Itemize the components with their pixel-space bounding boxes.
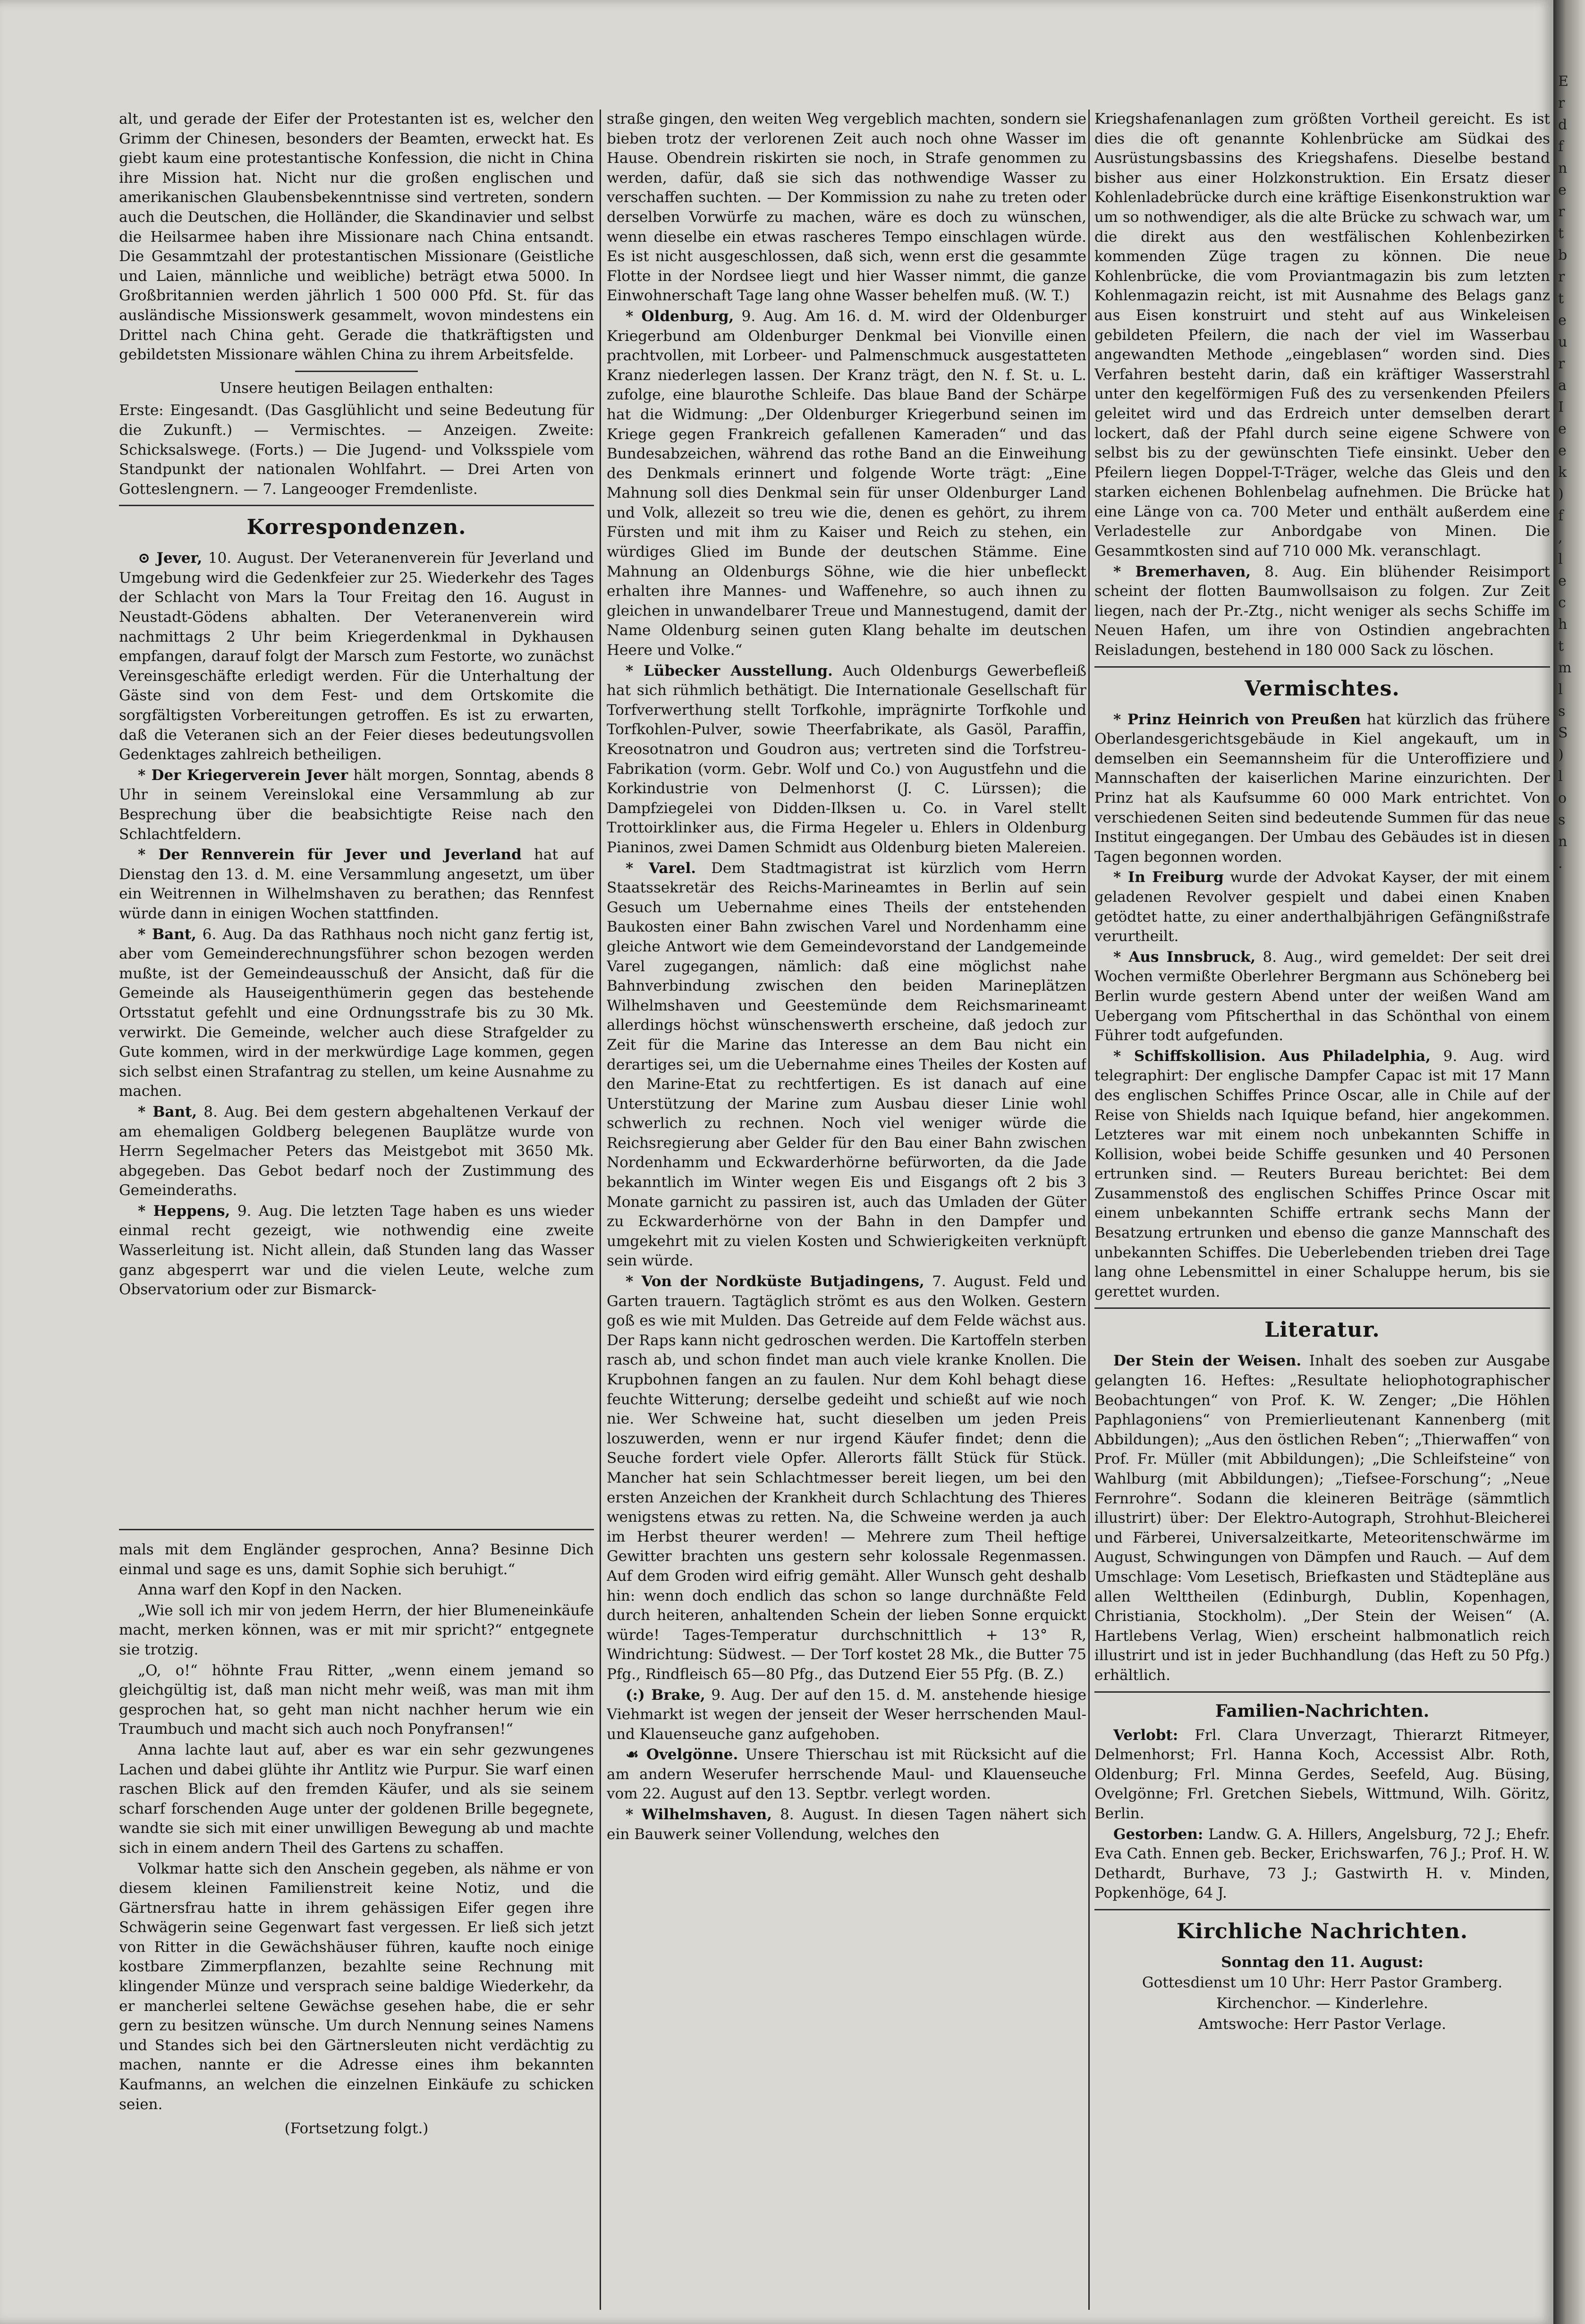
news-item-lead: * Bant, (138, 1103, 197, 1120)
news-item-text: 9. Aug. wird telegraphirt: Der englische Dampfer Capac ist mit 17 Mann des englischen Schiffes Prince Oscar, alle in Chile auf der Reise von Shields nach Iquique befand, hier angekommen. Letzteres war mit einem noch unbekannten Schiffe in Kollision, wobei beide Schiffe gesunken und 40 Personen ertrunken sind. — Reuters Bureau berichtet: Bei dem Zusammenstoß des englischen Schiffes Prince Oscar mit einem unbekannten Schiffe ertrank sechs Mann der Besatzung ertrunken und ebenso die ganze Mannschaft des unbekannten Schiffes. Die Ueberlebenden trieben drei Tage lang ohne Lebensmittel in einer Schaluppe herum, bis sie gerettet wurden. (1094, 1047, 1550, 1300)
news-item-text: Dem Stadtmagistrat ist kürzlich vom Herrn Staatssekretär des Reichs-Marineamtes in Berlin auf sein Gesuch um Uebernahme eines Theils der entstehenden Baukosten einer Bahn zwischen Varel und Nordenhamm eine gleiche Antwort wie dem Gemeindevorstand der Landgemeinde Varel zugegangen, nämlich: daß eine möglichst nahe Bahnverbindung zwischen den beiden Marineplätzen Wilhelmshaven und Geestemünde dem Reichsmarineamt allerdings höchst wünschenswerth erscheine, daß jedoch zur Zeit für die Marine das Interesse an dem Bau nicht ein derartiges sei, um die Uebernahme eines Theiles der Kosten auf den Marine-Etat zu rechtfertigen. Es ist danach auf eine Unterstützung der Marine zum Ausbau dieser Linie wohl schwerlich zu rechnen. Noch viel weniger würde die Reichsregierung aber Gelder für den Bau einer Bahn zwischen Nordenhamm und Eckwarderhörne befürworten, da die Jade bekanntlich im Winter wegen Eis und Eisgangs oft 2 bis 3 Monate garnicht zu passiren ist, auch das Umladen der Güter zu Eckwarderhörne von der Bahn in den Dampfer und umgekehrt mit zu vielen Kosten und Schwierigkeiten verknüpft sein würde. (607, 859, 1086, 1270)
divider (1094, 1909, 1550, 1910)
adjacent-page-text: E r d f n e r t b r t e u r a I e e k ) f , l e c h t m l s S ) l o s n . (1558, 73, 1572, 872)
supplements-note (119, 379, 594, 500)
news-item-lead: * Von der Nordküste Butjadingens, (626, 1273, 924, 1290)
news-item (1094, 868, 1550, 946)
divider (295, 371, 418, 372)
news-item (607, 1686, 1086, 1745)
news-item (607, 1745, 1086, 1804)
news-item-lead: Der Stein der Weisen. (1113, 1352, 1302, 1370)
news-item-lead: * Schiffskollision. Aus Philadelphia, (1113, 1047, 1431, 1065)
supplements-text: Erste: Eingesandt. (Das Gasglühlicht und seine Bedeutung für die Zukunft.) — Vermischtes. — Anzeigen. Zweite: Schicksalswege. (Forts.) — Die Jugend- und Volksspiele vom Standpunkt der nationalen Wohlfahrt. — Drei Arten von Gotteslengnern. — 7. Langeooger Fremdenliste. (119, 402, 594, 498)
divider (1094, 1307, 1550, 1309)
news-item-lead: * Oldenburg, (626, 307, 734, 325)
church-line: Amtswoche: Herr Pastor Verlage. (1198, 2015, 1446, 2033)
news-item-lead: ⊙ Jever, (138, 550, 203, 567)
news-item (119, 845, 594, 924)
news-item-lead: ☙ Ovelgönne. (626, 1746, 738, 1764)
news-item-lead: * Bant, (138, 925, 196, 943)
news-item (607, 859, 1086, 1271)
news-item-text: wurde der Advokat Kayser, der mit einem geladenen Revolver gespielt und dabei einen Knaben getödtet hatte, zu einer anderthalbjährigen Gefängnißstrafe verurtheilt. (1094, 869, 1550, 945)
church-line: Gottesdienst um 10 Uhr: Herr Pastor Gramberg. (1142, 1974, 1503, 1992)
news-item (607, 1805, 1086, 1844)
family-entry-lead: Gestorben: (1113, 1825, 1204, 1843)
news-item-text: 9. Aug. Am 16. d. M. wird der Oldenburger Kriegerbund am Oldenburger Denkmal bei Vionville einen prachtvollen, mit Lorbeer- und Palmenschmuck ausgestatteten Kranz niederlegen lassen. Der Kranz trägt, den N. f. St. u. L. zufolge, eine blaurothe Schleife. Das blaue Band der Schärpe hat die Widmung: „Der Oldenburger Kriegerbund seinen im Kriege gegen Frankreich gefallenen Kameraden“ und das Bundesabzeichen, während das rothe Band an die Einweihung des Denkmals erinnert und folgende Worte trägt: „Eine Mahnung soll dies Denkmal sein für unser Oldenburger Land und Volk, allezeit so treu wie die, denen es gehört, zu ihrem Fürsten und mit ihm zu Kaiser und Reich zu stehen, ein würdiges Glied im Bunde der deutschen Stämme. Eine Mahnung an Oldenburgs Söhne, wie die hier unbefleckt erhalten ihre Mannes- und Waffenehre, so auch ihnen zu gleichen in unwandelbarer Treue und Mannestugend, damit der Name Oldenburg seinen guten Klang behalte im deutschen Heere und Volke.“ (607, 307, 1086, 659)
news-item-text: hat auf Dienstag den 13. d. M. eine Versammlung angesetzt, um über ein Weitrennen in Wilhelmshaven zu berathen; das Rennfest würde dann in einigen Wochen stattfinden. (119, 846, 594, 922)
news-item-lead: * Lübecker Ausstellung. (626, 662, 833, 679)
news-item (1094, 710, 1550, 867)
news-item (119, 1202, 594, 1300)
news-item-lead: * Heppens, (138, 1202, 230, 1220)
section-heading-family: Familien-Nachrichten. (1215, 1701, 1430, 1721)
news-item-text: Unsere Thierschau ist mit Rücksicht auf die am andern Weserufer herrschende Maul- und Klauenseuche vom 22. August auf den 13. Septbr. verlegt worden. (607, 1746, 1086, 1803)
section-heading-literature: Literatur. (1264, 1318, 1380, 1342)
family-entry (1094, 1825, 1550, 1903)
column-2-news (607, 110, 1086, 2310)
story-paragraph: „O, o!“ höhnte Frau Ritter, „wenn einem jemand so gleichgültig ist, daß man nicht mehr weiß, was man mit ihm gesprochen hat, so geht man nicht nachher herum wie ein Traumbuch und macht sich auch noch Ponyfransen!“ (119, 1662, 594, 1738)
section-heading-miscellaneous: Vermischtes. (1245, 676, 1400, 701)
news-item-text: Kriegshafenanlagen zum größten Vortheil gereicht. Es ist dies die oft genannte Kohlenbrücke am Südkai des Ausrüstungsbassins des Kriegshafens. Dieselbe bestand bisher aus einer Holzkonstruktion. Ein Ersatz dieser Kohlenladebrücke durch eine kräftige Eisenkonstruktion war um so nothwendiger, als die alte Brücke zu schwach war, um die direkt aus den westfälischen Kohlenbezirken kommenden Züge tragen zu können. Die neue Kohlenbrücke, die vom Proviantmagazin bis zum letzten Kohlenmagazin reicht, ist mit Ausnahme des Belags ganz aus Eisen konstruirt und steht auf aus Winkeleisen gebildeten Pfeilern, die nach der viel im Wasserbau angewandten Methode „eingeblasen“ worden sind. Dies Verfahren besteht darin, daß ein kräftiger Wasserstrahl unter den kegelförmigen Fuß des zu versenkenden Pfeilers geleitet wird und das Erdreich unter demselben derart lockert, daß der Pfahl durch seine eigene Schwere von selbst bis zu der gewünschten Tiefe einsinkt. Ueber den Pfeilern liegen Doppel-T-Träger, welche das Gleis und den starken eichenen Bohlenbelag aufnehmen. Die Brücke hat eine Länge von ca. 700 Meter und enthält außerdem eine Verladestelle zur Anbordgabe von Minen. Die Gesammtkosten sind auf 710 000 Mk. veranschlagt. (1094, 110, 1550, 560)
news-item (1094, 562, 1550, 661)
news-item-lead: * Bremerhaven, (1113, 563, 1251, 580)
news-item-lead: * In Freiburg (1113, 869, 1224, 886)
news-item-text: 9. Aug. Die letzten Tage haben es uns wieder einmal recht gezeigt, wie nothwendig eine zweite Wasserleitung ist. Nicht allein, daß Stunden lang das Wasser ganz abgesperrt war und die vielen Leute, welche zum Observatorium oder zur Bismarck- (119, 1202, 594, 1298)
news-item-text: 8. Aug., wird gemeldet: Der seit drei Wochen vermißte Oberlehrer Bergmann aus Schöneberg bei Berlin wurde gestern Abend unter der weißen Wand am Uebergang vom Pfitscherthal in das Schönthal von einem Führer todt aufgefunden. (1094, 948, 1550, 1044)
news-item-text: 9. Aug. Der auf den 15. d. M. anstehende hiesige Viehmarkt ist wegen der jenseit der Weser herrschenden Maul- und Klauenseuche ganz aufgehoben. (607, 1686, 1086, 1743)
church-line: Kirchenchor. — Kinderlehre. (1216, 1995, 1428, 2012)
news-item-text: Auch Oldenburgs Gewerbefleiß hat sich rühmlich bethätigt. Die Internationale Gesellschaft für Torfverwerthung stellt Torfkohle, imprägnirte Torfkohle und Torfkohlen-Pulver, sowie Theerfabrikate, als Gasöl, Paraffin, Kreosotnatron und Goudron aus; vertreten sind die Torfstreu-Fabrikation (vorm. Gebr. Wolf und Co.) von Augustfehn und die Korkindustrie von Delmenhorst (J. C. Lürssen); die Dampfziegelei von Didden-Ilksen u. Co. in Varel stellt Trottoirklinker aus, die Firma Hegeler u. Ehlers in Oldenburg Pianinos, zwei Damen Schmidt aus Oldenburg bieten Malereien. (607, 662, 1086, 856)
news-item (119, 1103, 594, 1201)
family-entry-text: Landw. G. A. Hillers, Angelsburg, 72 J.; Ehefr. Eva Cath. Ennen geb. Becker, Erichswarfen, 76 J.; Prof. H. W. Dethardt, Burhave, 73 J.; Gastwirth H. v. Minden, Popkenhöge, 64 J. (1094, 1825, 1550, 1902)
column-rule-right (1088, 110, 1090, 2310)
story-paragraph: Anna warf den Kopf in den Nacken. (138, 1581, 402, 1599)
news-item (1094, 110, 1550, 561)
column-3-news (1094, 110, 1550, 2310)
news-item (119, 766, 594, 844)
news-item-text: straße gingen, den weiten Weg vergeblich machten, sondern sie bieben trotz der verlorenen Zeit auch noch ohne Wasser im Hause. Obendrein riskirten sie noch, in Strafe genommen zu werden, dafür, daß sie sich das nothwendige Wasser zu verschaffen suchten. — Der Kommission zu nahe zu treten oder derselben Vorwürfe zu machen, wäre es doch zu wünschen, wenn dieselbe ein etwas rascheres Tempo einschlagen würde. Es ist nicht ausgeschlossen, daß sich, wenn erst die gesammte Flotte in der Nordsee liegt und hier Wasser nimmt, die ganze Einwohnerschaft Tage lang ohne Wasser behelfen muß. (W. T.) (607, 110, 1086, 305)
news-item-lead: * Der Kriegerverein Jever (138, 766, 348, 784)
divider (1094, 666, 1550, 668)
family-entry-text: Frl. Clara Unverzagt, Thierarzt Ritmeyer, Delmenhorst; Frl. Hanna Koch, Accessist Albr. Roth, Oldenburg; Frl. Minna Gerdes, Seefeld, Aug. Büsing, Ovelgönne; Frl. Gretchen Siebels, Wittmund, Wilh. Göritz, Berlin. (1094, 1726, 1550, 1822)
news-item (1094, 1351, 1550, 1685)
news-item-text: 10. August. Der Veteranenverein für Jeverland und Umgebung wird die Gedenkfeier zur 25. Wiederkehr des Tages der Schlacht von Mars la Tour Freitag den 16. August in Neustadt-Gödens abhalten. Der Veteranenverein wird nachmittags 2 Uhr beim Kriegerdenkmal in Dykhausen empfangen, darauf folgt der Marsch zum Festorte, wo zunächst Vereinsgeschäfte erledigt werden. Für die Unterhaltung der Gäste sind von dem Fest- und dem Ortskomite die sorgfältigsten Vorbereitungen getroffen. Es ist zu erwarten, daß die Veteranen sich an der Feier dieses bedeutungsvollen Gedenktages zahlreich betheiligen. (119, 550, 594, 763)
news-item-lead: * Der Rennverein für Jever und Jeverland (138, 846, 522, 864)
story-paragraph: Volkmar hatte sich den Anschein gegeben, als nähme er von diesem kleinen Familienstreit keine Notiz, und die Gärtnersfrau hatte in ihrem gehässigen Eifer gegen ihre Schwägerin seine Gegenwart fast vergessen. Er ließ sich jetzt von Ritter in die Gewächshäuser führen, kaufte noch einige kostbare Zimmerpflanzen, bezahlte seine Rechnung mit klingender Münze und versprach seine baldige Wiederkehr, da er mancherlei seltene Gewächse gesehen habe, die er sehr gern zu besitzen wünsche. Um durch Nennung seines Namens und Standes sich bei den Gärtnersleuten nicht verdächtig zu machen, nannte er die Adresse eines ihm bekannten Kaufmanns, an welchen die einzelnen Einkäufe zu schicken seien. (119, 1860, 594, 2113)
supplements-title: Unsere heutigen Beilagen enthalten: (220, 379, 493, 397)
story-paragraph: Anna lachte laut auf, aber es war ein sehr gezwungenes Lachen und dabei glühte ihr Antlitz wie Purpur. Sie warf einen raschen Blick auf den fremden Käufer, und als sie seinem scharf forschenden Auge unter der goldenen Brille begegnete, wandte sie sich mit einer unwilligen Bewegung ab und machte sich in einem andern Theil des Gartens zu schaffen. (119, 1741, 594, 1857)
story-paragraph: mals mit dem Engländer gesprochen, Anna? Besinne Dich einmal und sage es uns, damit Sophie sich beruhigt.“ (119, 1541, 594, 1578)
family-entry (1094, 1726, 1550, 1824)
church-date: Sonntag den 11. August: (1221, 1953, 1424, 1971)
news-item-text: 7. August. Feld und Garten trauern. Tagtäglich strömt es aus den Wolken. Gestern goß es wie mit Mulden. Das Getreide auf dem Felde wächst aus. Der Raps kann nicht gedroschen werden. Die Kartoffeln sterben rasch ab, und schon findet man auch viele kranke Knollen. Die Krupbohnen fangen an zu faulen. Nur dem Kohl behagt diese feuchte Witterung; derselbe gedeiht und schießt auf wie noch nie. Wer Schweine hat, sucht dieselben um jeden Preis loszuwerden, wenn er nur irgend Käufer findet; denn die Seuche fordert viele Opfer. Allerorts fällt Stück für Stück. Mancher hat sein Schlachtmesser bereit liegen, um bei den ersten Anzeichen der Krankheit durch Schlachtung des Thieres wenigstens etwas zu retten. Na, die Schweine werden ja auch im Herbst theurer werden! — Mehrere zum Theil heftige Gewitter brachten uns gestern sehr kolossale Regenmassen. Auf dem Groden wird eifrig gemäht. Aller Wunsch geht deshalb hin: wenn doch endlich das schon so lange durchnäßte Feld durch heiteren, anhaltenden Schein der lieben Sonne erquickt würde! Tages-Temperatur durchschnittlich + 13° R, Windrichtung: Südwest. — Der Torf kostet 28 Mk., die Butter 75 Pfg., Rindfleisch 65—80 Pfg., das Dutzend Eier 55 Pfg. (B. Z.) (607, 1273, 1086, 1683)
news-item-text: Inhalt des soeben zur Ausgabe gelangten 16. Heftes: „Resultate heliophotographischer Beobachtungen“ von Prof. K. W. Zenger; „Die Höhlen Paphlagoniens“ von Premierlieutenant Kannenberg (mit Abbildungen); „Aus den östlichen Reben“; „Thierwaffen“ von Prof. Fr. Müller (mit Abbildungen); „Die Schleifsteine“ von Wahlburg (mit Abbildungen); „Tiefsee-Forschung“; „Neue Fernrohre“. Sodann die kleineren Beiträge (sämmtlich illustrirt) über: Der Elektro-Autograph, Strohhut-Bleicherei und Färberei, Universalzeitkarte, Meteoritenschwärme im August, Schwingungen von Dämpfen und Rauch. — Auf dem Umschlage: Vom Lesetisch, Briefkasten und Städtepläne aus allen Welttheilen (Edinburgh, Dublin, Kopenhagen, Christiania, Stockholm). „Der Stein der Weisen“ (A. Hartlebens Verlag, Wien) erscheint halbmonatlich reich illustrirt und ist in jeder Buchhandlung (das Heft zu 50 Pfg.) erhältlich. (1094, 1352, 1550, 1684)
section-heading-church: Kirchliche Nachrichten. (1176, 1919, 1468, 1943)
section-heading-correspondence: Korrespondenzen. (246, 515, 466, 540)
news-item (1094, 948, 1550, 1046)
column-1-feuilleton (119, 1540, 594, 2310)
news-item-lead: * Varel. (626, 859, 696, 877)
news-item-text: 8. August. In diesen Tagen nähert sich ein Bauwerk seiner Vollendung, welches den (607, 1806, 1086, 1843)
news-item (119, 549, 594, 765)
news-item-lead: * Wilhelmshaven, (626, 1806, 772, 1824)
news-item (1094, 1047, 1550, 1302)
news-item (607, 110, 1086, 306)
feuilleton-rule (119, 1529, 594, 1530)
news-item (607, 662, 1086, 858)
divider (1094, 1691, 1550, 1693)
news-item-text: hält morgen, Sonntag, abends 8 Uhr in seinem Vereinslokal eine Versammlung ab zur Besprechung über die beabsichtigte Reise nach den Schlachtfeldern. (119, 766, 594, 843)
continued-note: (Fortsetzung folgt.) (284, 2120, 429, 2137)
column-rule-left (600, 110, 601, 2310)
divider (119, 505, 594, 506)
news-item-text: 8. Aug. Bei dem gestern abgehaltenen Verkauf der am ehemaligen Goldberg belegenen Bauplätze wurde von Herrn Segelmacher Peters das Meistgebot mit 3650 Mk. abgegeben. Das Gebot bedarf noch der Zustimmung des Gemeinderaths. (119, 1103, 594, 1199)
news-item-text: 6. Aug. Da das Rathhaus noch nicht ganz fertig ist, aber vom Gemeinderechnungsführer schon bezogen werden mußte, ist der Gemeindeausschuß der Ansicht, daß für die Gemeinde als Hauseigenthümerin gegen das bestehende Ortsstatut gefehlt und eine Ordnungsstrafe bis zu 30 Mk. verwirkt. Die Gemeinde, welcher auch diese Strafgelder zu Gute kommen, wird in der merkwürdige Lage kommen, gegen sich selbst einen Strafantrag zu stellen, um keine Ausnahme zu machen. (119, 925, 594, 1100)
news-item-lead: * Aus Innsbruck, (1113, 948, 1256, 966)
news-item-text: 8. Aug. Ein blühender Reisimport scheint der flotten Baumwollsaison zu folgen. Zur Zeit liegen, nach der Pr.-Ztg., nicht weniger als sechs Schiffe im Neuen Hafen, um ihre von Ostindien angebrachten Reisladungen, bestehend in 180 000 Sack zu löschen. (1094, 563, 1550, 659)
article-paragraph: alt, und gerade der Eifer der Protestanten ist es, welcher den Grimm der Chinesen, besonders der Beamten, erweckt hat. Es giebt kaum eine protestantische Konfession, die nicht in China ihre Mission hat. Nicht nur die großen englischen und amerikanischen Glaubensbekenntnisse sind vertreten, sondern auch die Deutschen, die Holländer, die Skandinavier und selbst die Heilsarmee haben ihre Missionare nach China entsandt. Die Gesammtzahl der protestantischen Missionare (Geistliche und Laien, männliche und weibliche) beträgt etwa 5000. In Großbritannien werden jährlich 1 500 000 Pfd. St. für das ausländische Missionswerk gesammelt, wovon mindestens ein Drittel nach China geht. Gerade die thatkräftigsten und gebildetsten Missionare wählen China zu ihrem Arbeitsfelde. (119, 110, 594, 364)
news-item (119, 925, 594, 1102)
family-entry-lead: Verlobt: (1113, 1726, 1178, 1744)
story-paragraph: „Wie soll ich mir von jedem Herrn, der hier Blumeneinkäufe macht, merken können, was er mit mir spricht?“ entgegnete sie trotzig. (119, 1602, 594, 1658)
news-item-lead: * Prinz Heinrich von Preußen (1113, 711, 1361, 728)
column-1-news (119, 110, 594, 1521)
news-item (607, 307, 1086, 661)
news-item (607, 1272, 1086, 1684)
news-item-text: hat kürzlich das frühere Oberlandesgerichtsgebäude in Kiel angekauft, um in demselben ein Seemannsheim für die Unteroffiziere und Mannschaften der kaiserlichen Marine einzurichten. Der Prinz hat als Kaufsumme 60 000 Mark entrichtet. Von verschiedenen Seiten sind bedeutende Summen für das neue Institut eingegangen. Der Umbau des Gebäudes ist in diesen Tagen begonnen worden. (1094, 711, 1550, 865)
news-item-lead: (:) Brake, (626, 1686, 705, 1704)
